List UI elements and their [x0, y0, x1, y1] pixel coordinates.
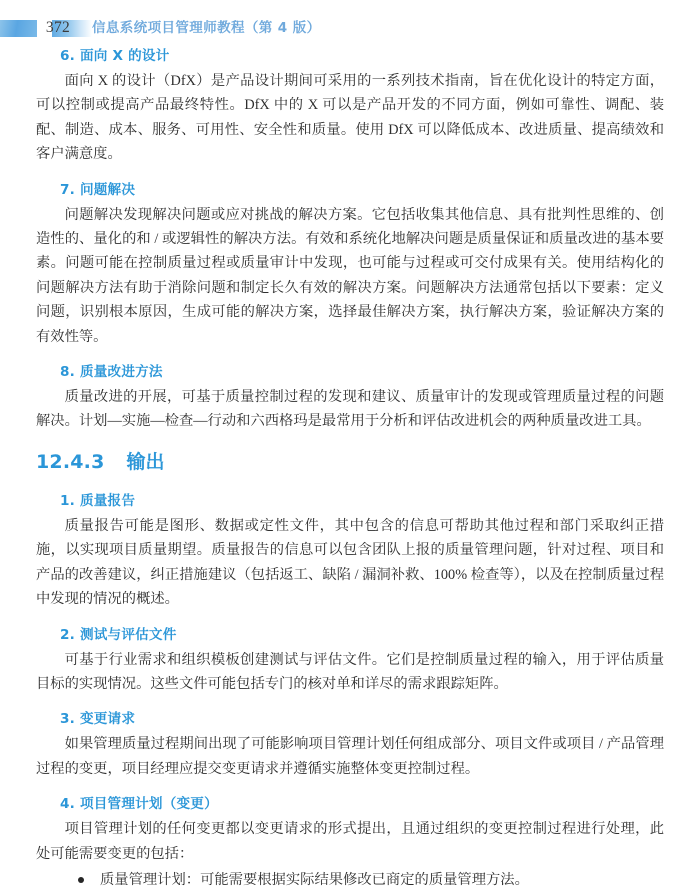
output-4-bullet-list: [24, 866, 666, 892]
page-content: [24, 44, 666, 892]
list-item-text: 质量管理计划：可能需要根据实际结果修改已商定的质量管理方法。: [100, 871, 529, 888]
subsection-heading-6: 6. 面向 X 的设计: [60, 48, 170, 64]
spacer: [24, 696, 666, 707]
spacer: [24, 781, 666, 792]
output-paragraph-1-1: 质量报告可能是图形、数据或定性文件，其中包含的信息可帮助其他过程和部门采取纠正措施，以实现项目质量期望。质量报告的信息可以包含团队上报的质量管理问题，针对过程、项目和产品的改善建议，纠正措施建议（包括返工、缺陷 / 漏洞补救、100% 检查等），以及在控制质量过程中发现的情况的概述。: [36, 517, 664, 608]
output-paragraph-2-1: 可基于行业需求和组织模板创建测试与评估文件。它们是控制质量过程的输入，用于评估质量目标的实现情况。这些文件可能包括专门的核对单和详尽的需求跟踪矩阵。: [36, 651, 664, 692]
header-accent-block-left: [0, 20, 37, 37]
output-paragraph-4-1: 项目管理计划的任何变更都以变更请求的形式提出，且通过组织的变更控制过程进行处理，此处可能需要变更的包括：: [36, 821, 664, 862]
paragraph-8-1: 质量改进的开展，可基于质量控制过程的发现和建议、质量审计的发现或管理质量过程的问题解决。计划—实施—检查—行动和六西格玛是最常用于分析和评估改进机会的两种质量改进工具。: [36, 389, 664, 430]
subsection-heading-7: 7. 问题解决: [60, 181, 136, 198]
output-heading-3: 3. 变更请求: [60, 711, 136, 728]
output-heading-1: 1. 质量报告: [60, 492, 136, 509]
output-paragraph-3-1: 如果管理质量过程期间出现了可能影响项目管理计划任何组成部分、项目文件或项目 / 产品管理过程的变更，项目经理应提交变更请求并遵循实施整体变更控制过程。: [36, 736, 664, 777]
subsection-heading-8: 8. 质量改进方法: [60, 364, 163, 381]
spacer: [24, 612, 666, 623]
page-number: 372: [45, 19, 71, 36]
output-heading-2: 2. 测试与评估文件: [60, 626, 177, 643]
output-heading-4: 4. 项目管理计划（变更）: [60, 796, 218, 813]
book-title: 信息系统项目管理师教程（第 4 版）: [92, 20, 321, 36]
section-heading-12-4-3: [24, 434, 666, 483]
paragraph-7-1: 问题解决发现解决问题或应对挑战的解决方案。它包括收集其他信息、具有批判性思维的、创造性的、量化的和 / 或逻辑性的解决方法。有效和系统化地解决问题是质量保证和质量改进的基本要素。问题可能在控制质量过程或质量审计中发现，也可能与过程或可交付成果有关。使用结构化的问题解决方法有助于消除问题和制定长久有效的解决方案。问题解决方法通常包括以下要素：定义问题，识别根本原因，生成可能的解决方案，选择最佳解决方案，执行解决方案，验证解决方案的有效性等。: [36, 206, 664, 345]
section-number: 12.4.3: [36, 450, 105, 473]
section-title: 输出: [126, 450, 165, 473]
paragraph-6-1: 面向 X 的设计（DfX）是产品设计期间可采用的一系列技术指南，旨在优化设计的特定方面，可以控制或提高产品最终特性。DfX 中的 X 可以是产品开发的不同方面，例如可靠性、调配、装配、制造、成本、服务、可用性、安全性和质量。使用 DfX 可以降低成本、改进质量、提高绩效和客户满意度。: [36, 73, 664, 163]
spacer: [24, 349, 666, 360]
bullet-dot-icon: [78, 877, 84, 883]
page-header: [0, 18, 690, 40]
spacer: [24, 167, 666, 178]
list-item: [36, 868, 664, 892]
